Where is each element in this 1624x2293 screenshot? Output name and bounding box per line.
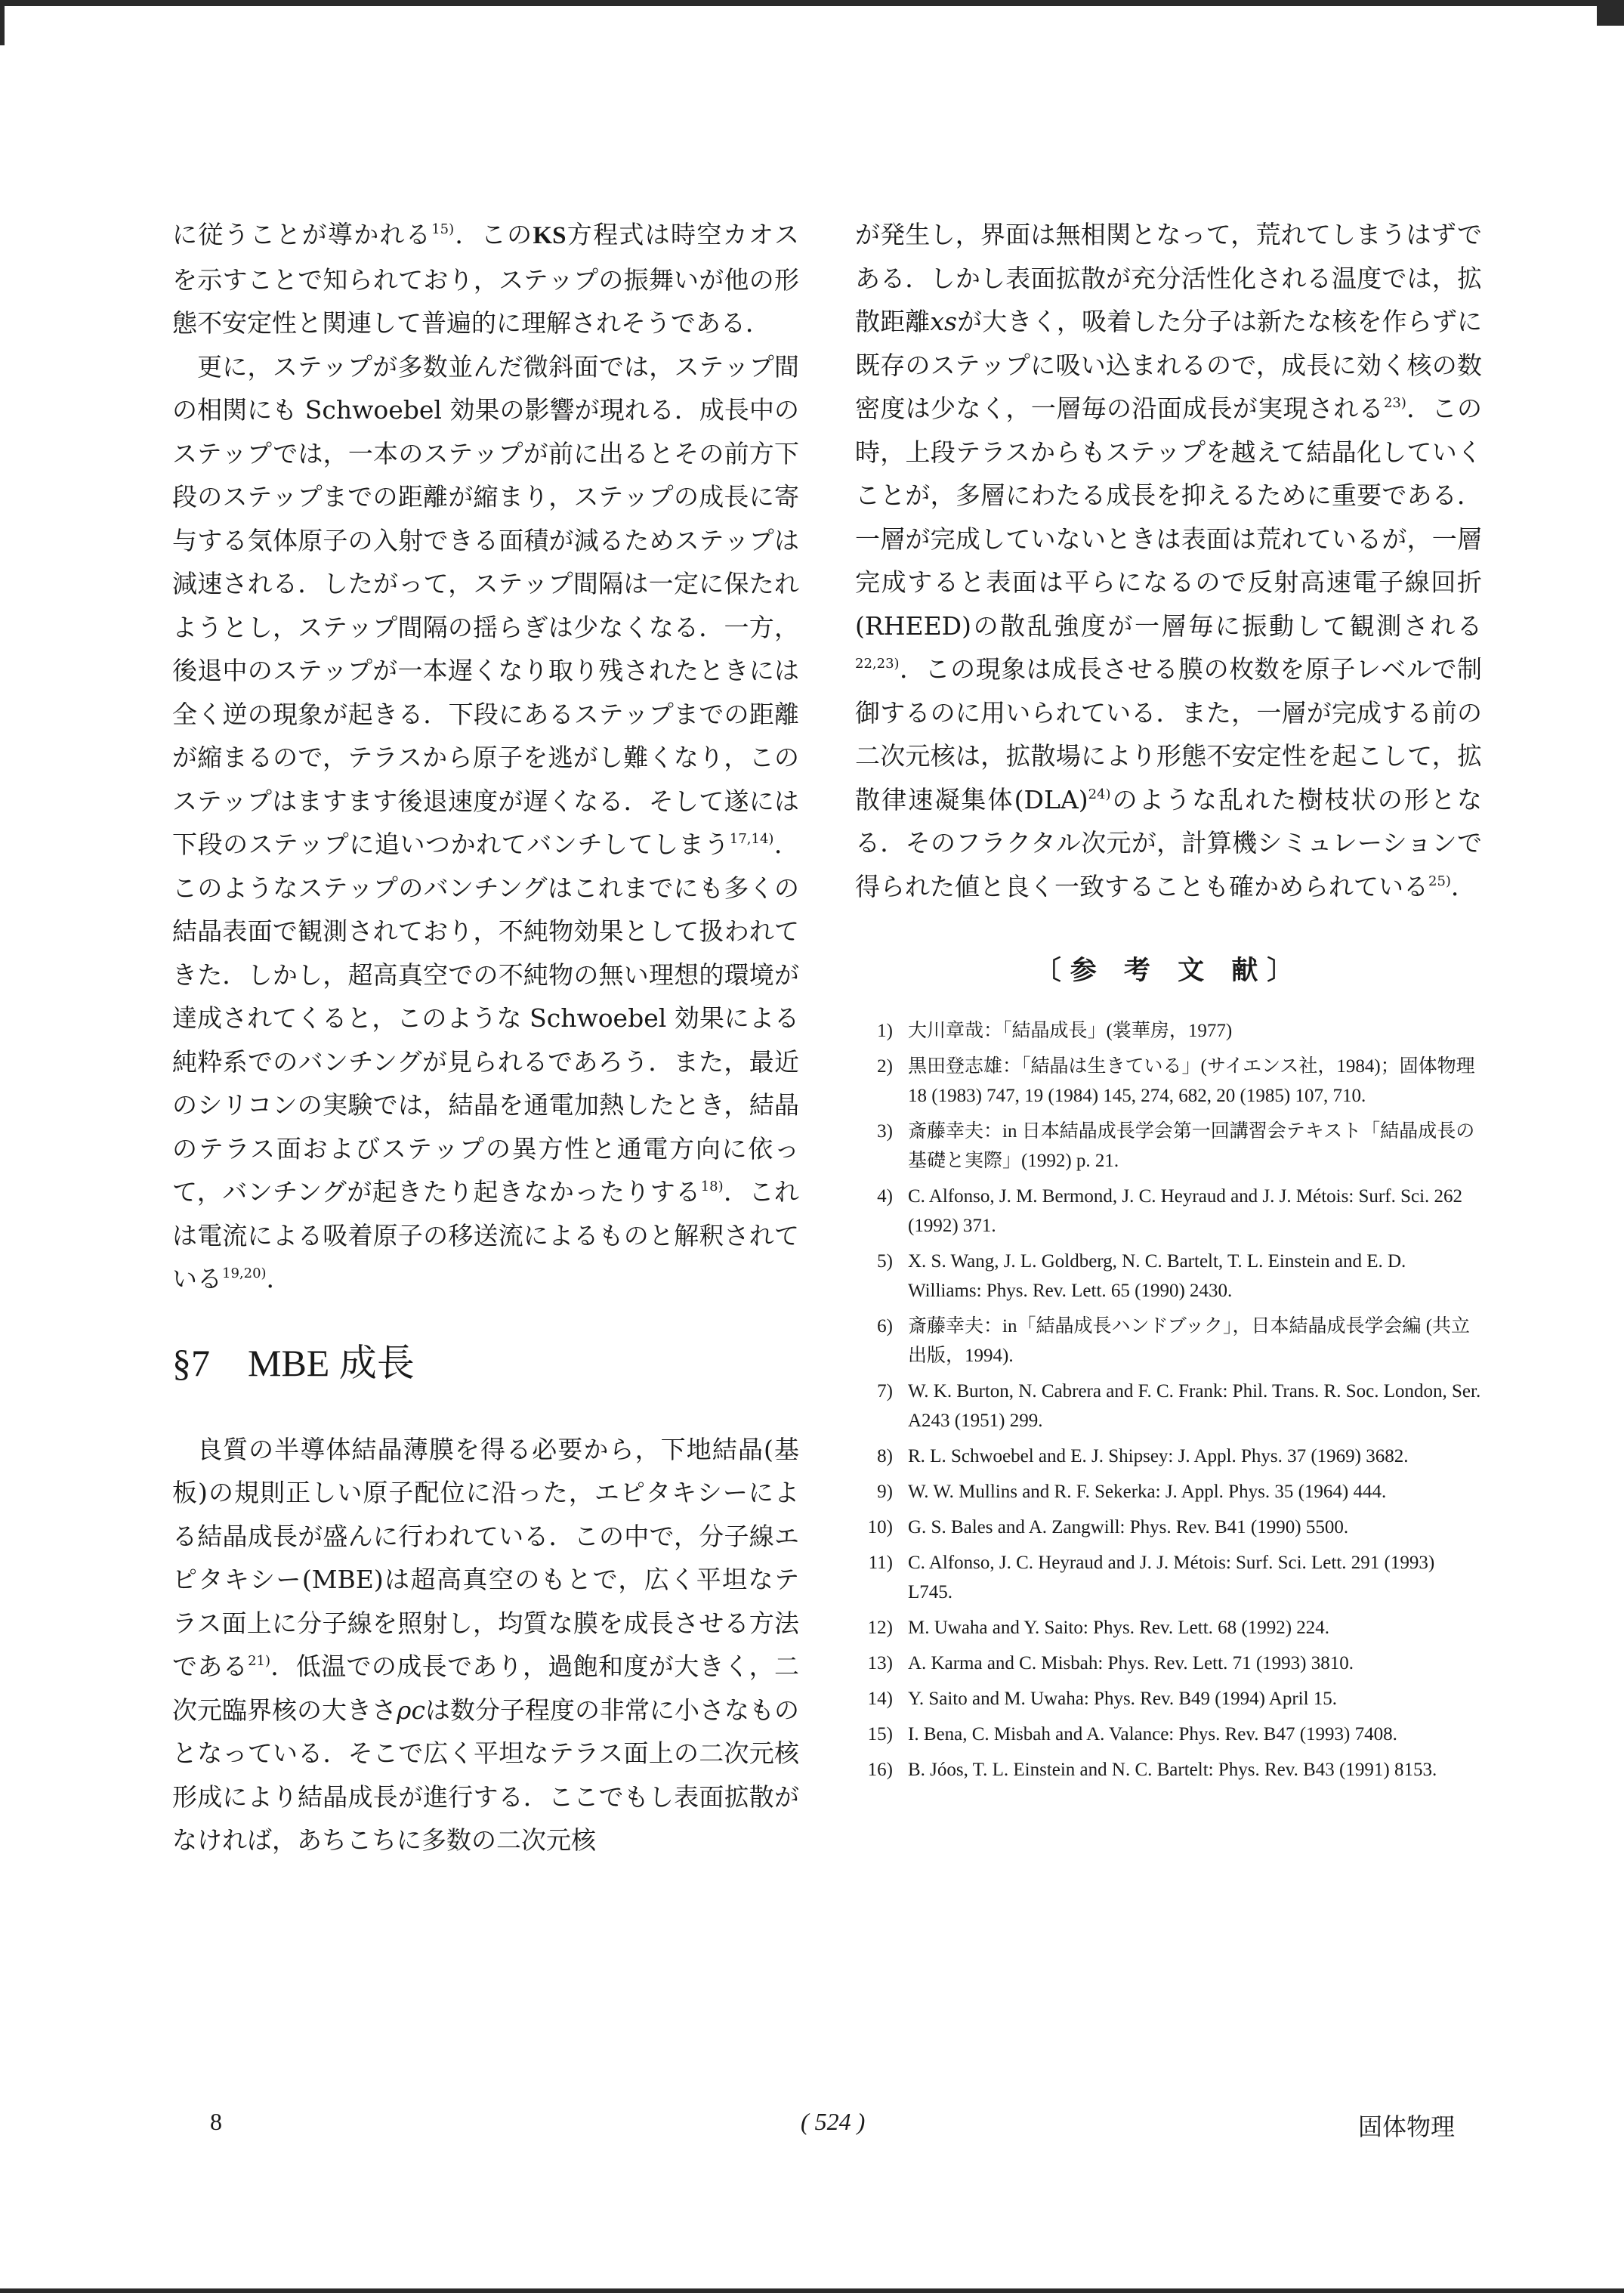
reference-text: B. Jóos, T. L. Einstein and N. C. Bartelt: Phys. Rev. B43 (1991) 8153. bbox=[908, 1760, 1437, 1780]
reference-item bbox=[855, 1613, 1482, 1642]
reference-number: 16) bbox=[867, 1760, 893, 1780]
reference-number: 8) bbox=[877, 1446, 893, 1466]
left-column bbox=[172, 213, 799, 1862]
reference-number: 2) bbox=[877, 1056, 893, 1077]
reference-text: I. Bena, C. Misbah and A. Valance: Phys. Rev. B47 (1993) 7408. bbox=[908, 1724, 1397, 1744]
reference-item bbox=[855, 1513, 1482, 1542]
reference-text: W. W. Mullins and R. F. Sekerka: J. Appl. Phys. 35 (1964) 444. bbox=[908, 1482, 1387, 1502]
reference-number: 6) bbox=[877, 1316, 893, 1337]
reference-number: 5) bbox=[877, 1251, 893, 1272]
reference-number: 11) bbox=[868, 1553, 893, 1573]
reference-text: M. Uwaha and Y. Saito: Phys. Rev. Lett. 68 (1992) 224. bbox=[908, 1618, 1330, 1638]
section-body bbox=[172, 1428, 799, 1862]
reference-number: 9) bbox=[877, 1482, 893, 1502]
paragraph: 更に，ステップが多数並んだ微斜面では，ステップ間の相関にも Schwoebel 効果の影響が現れる．成長中のステップでは，一本のステップが前に出るとその前方下段のステップまでの距離が縮まり，ステップの成長に寄与する気体原子の入射できる面積が減るためステップは減速される．したがって，ステップ間隔は一定に保たれようとし，ステップ間隔の揺らぎは少なくなる．一方，後退中のステップが一本遅くなり取り残されたときには全く逆の現象が起きる．下段にあるステップまでの距離が縮まるので，テラスから原子を逃がし難くなり，このステップはますます後退速度が遅くなる．そして遂には下段のステップに追いつかれてバンチしてしまう$^{17,14)}$．このようなステップのバンチングはこれまでにも多くの結晶表面で観測されており，不純物効果として扱われてきた．しかし，超高真空での不純物の無い理想的環境が達成されてくると，このような Schwoebel 効果による純粋系でのバンチングが見られるであろう．また，最近のシリコンの実験では，結晶を通電加熱したとき，結晶のテラス面およびステップの異方性と通電方向に依って，バンチングが起きたり起きなかったりする$^{18)}$．これは電流による吸着原子の移送流によるものと解釈されている$^{19,20)}$． bbox=[172, 351, 800, 1293]
reference-text: C. Alfonso, J. M. Bermond, J. C. Heyraud and J. J. Métois: Surf. Sci. 262 (1992) 371. bbox=[908, 1186, 1463, 1236]
reference-item bbox=[855, 1442, 1482, 1471]
reference-item bbox=[855, 1117, 1482, 1176]
reference-text: 黒田登志雄：「結晶は生きている」(サイエンス社，1984)；固体物理 18 (1983) 747, 19 (1984) 145, 274, 682, 20 (1985) 107, 710. bbox=[908, 1056, 1475, 1106]
reference-number: 1) bbox=[877, 1021, 893, 1041]
reference-item bbox=[855, 1548, 1482, 1607]
reference-number: 7) bbox=[877, 1381, 893, 1401]
citation: 18) bbox=[700, 1179, 724, 1194]
references-title: 〔参 考 文 献〕 bbox=[1034, 955, 1303, 986]
scan-edge-top bbox=[0, 0, 1624, 6]
reference-text: R. L. Schwoebel and E. J. Shipsey: J. Appl. Phys. 37 (1969) 3682. bbox=[908, 1446, 1409, 1466]
reference-number: 10) bbox=[867, 1517, 893, 1537]
reference-item bbox=[855, 1720, 1482, 1749]
reference-number: 13) bbox=[867, 1653, 893, 1673]
reference-item bbox=[855, 1755, 1482, 1785]
citation: 21) bbox=[248, 1653, 271, 1669]
reference-number: 12) bbox=[867, 1618, 893, 1638]
paragraph: に従うことが導かれる$^{15)}$．このKS方程式は時空カオスを示すことで知られており，ステップの振舞いが他の形態不安定性と関連して普遍的に理解されそうである． bbox=[172, 220, 800, 338]
reference-text: W. K. Burton, N. Cabrera and F. C. Frank: Phil. Trans. R. Soc. London, Ser. A243 (1951) 299. bbox=[908, 1381, 1481, 1431]
reference-number: 14) bbox=[867, 1689, 893, 1709]
reference-item bbox=[855, 1649, 1482, 1678]
right-column bbox=[855, 213, 1482, 1791]
paragraph: が発生し，界面は無相関となって，荒れてしまうはずである．しかし表面拡散が充分活性化される温度では，拡散距離xsが大きく，吸着した分子は新たな核を作らずに既存のステップに吸い込まれるので，成長に効く核の数密度は少なく，一層毎の沿面成長が実現される$^{23)}$．この時，上段テラスからもステップを越えて結晶化していくことが，多層にわたる成長を抑えるために重要である．一層が完成していないときは表面は荒れているが，一層完成すると表面は平らになるので反射高速電子線回折(RHEED)の散乱強度が一層毎に振動して観測される$^{22,23)}$．この現象は成長させる膜の枚数を原子レベルで制御するのに用いられている．また，一層が完成する前の二次元核は，拡散場により形態不安定性を起こして，拡散律速凝集体(DLA)$^{24)}$のような乱れた樹枝状の形となる．そのフラクタル次元が，計算機シミュレーションで得られた値と良く一致することも確かめられている$^{25)}$． bbox=[855, 220, 1483, 901]
reference-text: Y. Saito and M. Uwaha: Phys. Rev. B49 (1994) April 15. bbox=[908, 1689, 1338, 1709]
reference-number: 3) bbox=[877, 1121, 893, 1142]
reference-text: C. Alfonso, J. C. Heyraud and J. J. Métois: Surf. Sci. Lett. 291 (1993) L745. bbox=[908, 1553, 1435, 1602]
reference-number: 4) bbox=[877, 1186, 893, 1207]
citation: 15) bbox=[431, 221, 455, 237]
journal-name: 固体物理 bbox=[1358, 2113, 1456, 2140]
scan-edge-left bbox=[0, 0, 5, 45]
reference-text: 大川章哉：「結晶成長」(裳華房，1977) bbox=[908, 1021, 1233, 1041]
reference-item bbox=[855, 1247, 1482, 1306]
section-heading: §7 MBE 成長 bbox=[172, 1341, 415, 1384]
reference-text: 斎藤幸夫：in 日本結晶成長学会第一回講習会テキスト「結晶成長の基礎と実際」(1992) p. 21. bbox=[908, 1121, 1475, 1171]
citation: 23) bbox=[1383, 395, 1406, 411]
citation: 19,20) bbox=[222, 1265, 267, 1281]
citation: 24) bbox=[1088, 786, 1111, 802]
scan-edge-right bbox=[1597, 0, 1624, 26]
reference-item bbox=[855, 1684, 1482, 1714]
citation: 17,14) bbox=[729, 831, 774, 847]
references-list bbox=[855, 1016, 1482, 1785]
math-symbol: ρc bbox=[397, 1695, 425, 1725]
reference-item bbox=[855, 1182, 1482, 1241]
reference-item bbox=[855, 1477, 1482, 1507]
reference-text: A. Karma and C. Misbah: Phys. Rev. Lett. 71 (1993) 3810. bbox=[908, 1653, 1354, 1673]
journal-page-number: ( 524 ) bbox=[801, 2108, 866, 2135]
body-text bbox=[172, 213, 799, 1301]
math-symbol: xs bbox=[930, 307, 957, 336]
citation: 22,23) bbox=[855, 656, 900, 672]
citation: 25) bbox=[1428, 873, 1451, 889]
scan-edge-bottom bbox=[0, 2288, 1624, 2293]
reference-item bbox=[855, 1016, 1482, 1046]
body-text bbox=[855, 213, 1482, 908]
page-number: 8 bbox=[210, 2108, 222, 2135]
reference-number: 15) bbox=[867, 1724, 893, 1744]
reference-item bbox=[855, 1312, 1482, 1371]
reference-item bbox=[855, 1377, 1482, 1435]
reference-text: G. S. Bales and A. Zangwill: Phys. Rev. B41 (1990) 5500. bbox=[908, 1517, 1349, 1537]
reference-text: X. S. Wang, J. L. Goldberg, N. C. Bartelt, T. L. Einstein and E. D. Williams: Phys. Rev. Lett. 65 (1990) 2430. bbox=[908, 1251, 1406, 1301]
reference-item bbox=[855, 1052, 1482, 1111]
paragraph: 良質の半導体結晶薄膜を得る必要から，下地結晶(基板)の規則正しい原子配位に沿った，エピタキシーによる結晶成長が盛んに行われている．この中で，分子線エピタキシー(MBE)は超高真空のもとで，広く平坦なテラス面上に分子線を照射し，均質な膜を成長させる方法である$^{21)}$．低温での成長であり，過飽和度が大きく，二次元臨界核の大きさρcは数分子程度の非常に小さなものとなっている．そこで広く平坦なテラス面上の二次元核形成により結晶成長が進行する．ここでもし表面拡散がなければ，あちこちに多数の二次元核 bbox=[172, 1434, 800, 1855]
reference-text: 斎藤幸夫：in「結晶成長ハンドブック」，日本結晶成長学会編 (共立出版，1994). bbox=[908, 1316, 1471, 1366]
